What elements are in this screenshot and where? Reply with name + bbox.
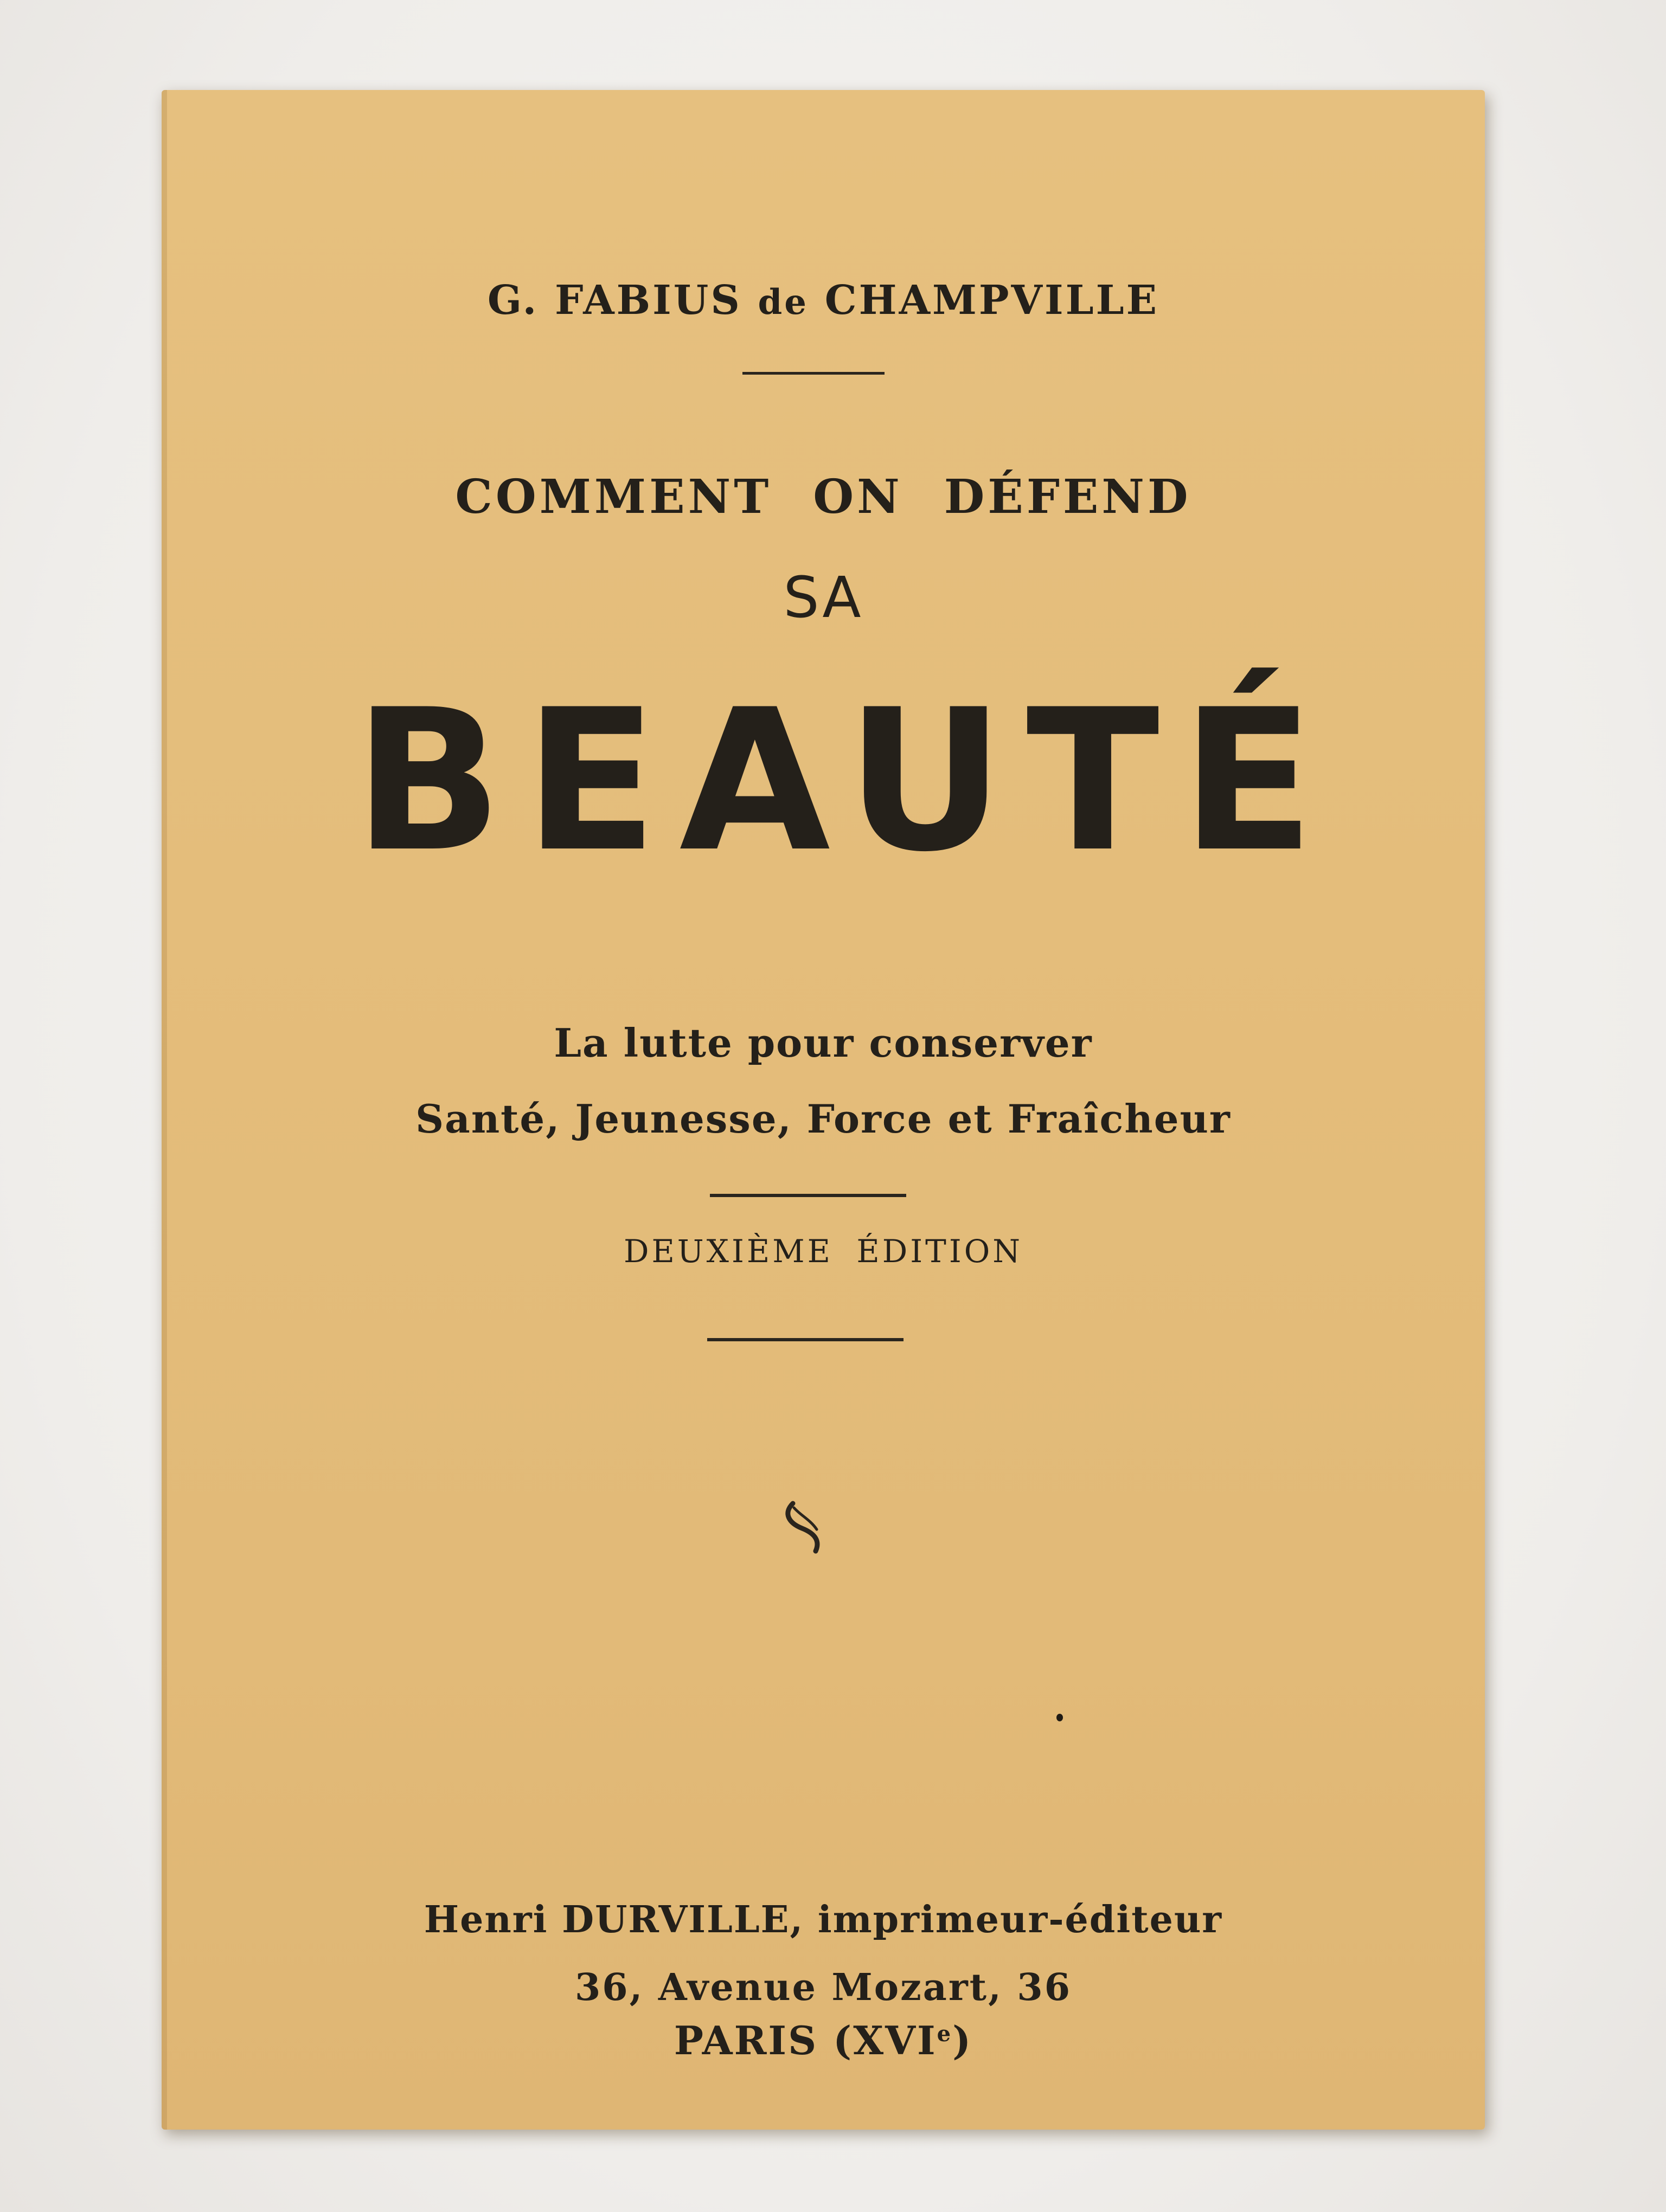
author-particle: de <box>758 282 809 323</box>
publisher-name: Henri DURVILLE, imprimeur-éditeur <box>424 1898 1223 1941</box>
divider-rule <box>707 1338 904 1341</box>
publisher-city-text: PARIS (XVI <box>674 2017 937 2063</box>
title-line-2: SA <box>783 564 863 631</box>
publisher-city <box>162 2017 1485 2063</box>
book-cover <box>162 90 1485 2130</box>
arrondissement-superscript: e <box>937 2021 953 2047</box>
book-title: BEAUTÉ <box>354 667 1336 895</box>
subtitle-line-1: La lutte pour conserver <box>554 1020 1093 1066</box>
subtitle-line-2: Santé, Jeunesse, Force et Fraîcheur <box>415 1096 1231 1142</box>
edition-label: DEUXIÈME ÉDITION <box>623 1233 1023 1270</box>
ornament-icon <box>778 1497 832 1557</box>
publisher-city-close: ) <box>952 2017 973 2063</box>
paper-speck <box>1056 1714 1063 1721</box>
publisher-address: 36, Avenue Mozart, 36 <box>574 1966 1072 2009</box>
author-name <box>162 277 1485 324</box>
divider-rule <box>742 372 885 375</box>
title-line-1: COMMENT ON DÉFEND <box>455 470 1191 524</box>
divider-rule <box>710 1194 906 1197</box>
author-surname: CHAMPVILLE <box>824 277 1159 324</box>
author-initial: G. FABIUS <box>487 277 742 324</box>
